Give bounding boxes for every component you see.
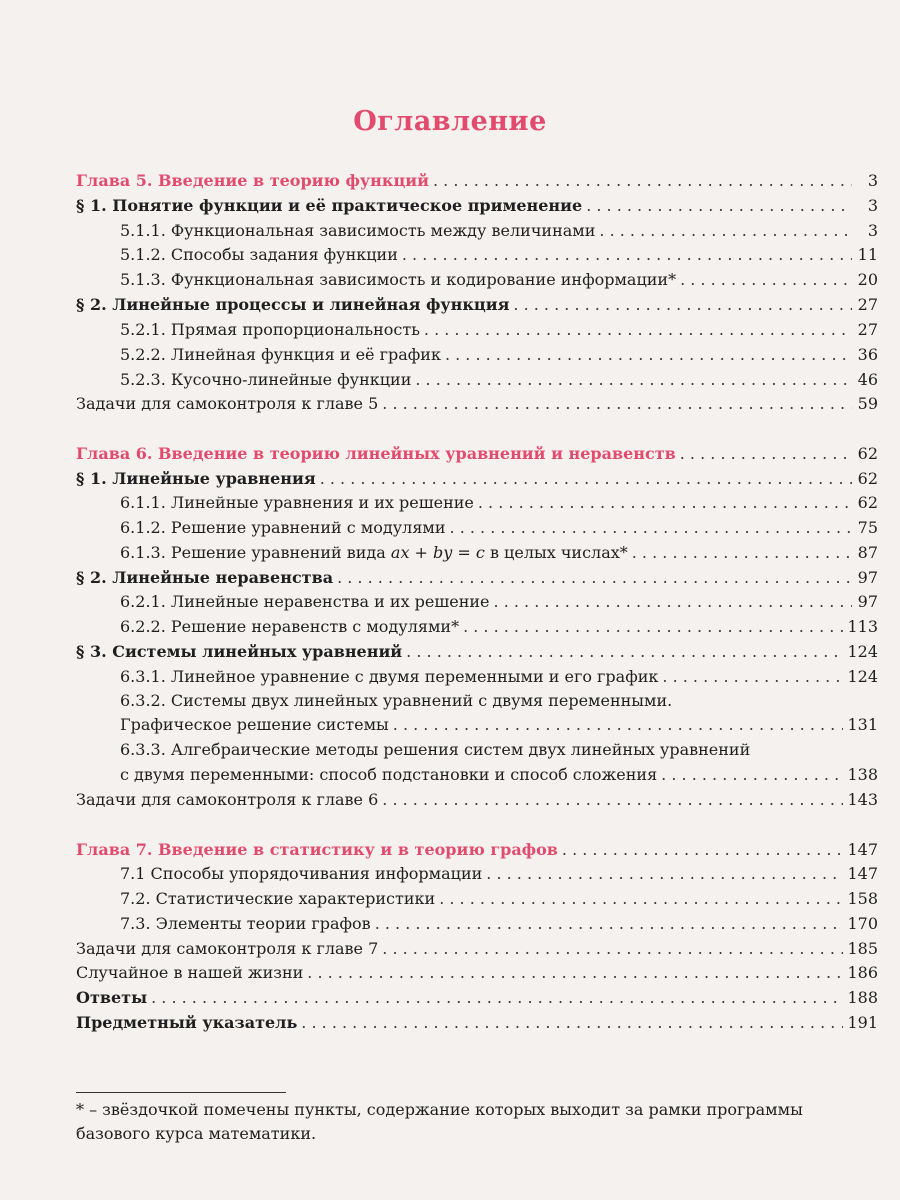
toc-item-6-3-2-line1[interactable]: 6.3.2. Системы двух линейных уравнений с двумя переменными. (120, 691, 673, 710)
dot-leader (320, 468, 852, 490)
toc-item-6-1-2[interactable] (120, 517, 878, 539)
toc-chapter-6[interactable] (76, 443, 878, 465)
toc-item-7-3[interactable] (120, 913, 878, 935)
dot-leader (375, 913, 844, 935)
toc-section-5-1[interactable] (76, 195, 878, 217)
toc-subject-index[interactable] (76, 1012, 878, 1034)
toc-page-number: 27 (857, 320, 878, 339)
toc-page-number: 147 (847, 864, 878, 883)
toc-random-in-life[interactable] (76, 962, 878, 984)
dot-leader (402, 244, 852, 266)
toc-entry-title: с двумя переменными: способ подстановки и способ сложения (120, 765, 658, 784)
toc-item-7-2[interactable] (120, 888, 878, 910)
toc-page-number: 147 (847, 840, 878, 859)
dot-leader (382, 789, 843, 811)
dot-leader (463, 616, 843, 638)
toc-entry-title: 6.1.1. Линейные уравнения и их решение (120, 493, 474, 512)
toc-entry-title: 6.3.1. Линейное уравнение с двумя переменными и его график (120, 667, 659, 686)
dot-leader (599, 220, 852, 242)
toc-entry-title: Ответы (76, 988, 148, 1007)
toc-entry-title: § 1. Линейные уравнения (76, 469, 316, 488)
toc-page-number: 185 (847, 939, 878, 958)
footnote-divider (76, 1092, 286, 1093)
dot-leader (661, 764, 843, 786)
toc-page-number: 131 (847, 715, 878, 734)
dot-leader (586, 195, 852, 217)
dot-leader (450, 517, 852, 539)
toc-page-number: 62 (857, 493, 878, 512)
toc-page-number: 97 (857, 592, 878, 611)
toc-entry-title: Задачи для самоконтроля к главе 7 (76, 939, 379, 958)
toc-entry-title: Глава 6. Введение в теорию линейных уравнений и неравенств (76, 444, 676, 463)
toc-entry-title: Предметный указатель (76, 1013, 298, 1032)
dot-leader (478, 492, 852, 514)
toc-entry-title: Графическое решение системы (120, 715, 389, 734)
toc-item-6-3-2[interactable] (120, 714, 878, 736)
dot-leader (513, 294, 852, 316)
toc-page-number: 97 (857, 568, 878, 587)
toc-tasks-chapter-6[interactable] (76, 789, 878, 811)
toc-page-number: 191 (847, 1013, 878, 1032)
dot-leader (680, 269, 852, 291)
toc-entry-title: § 2. Линейные неравенства (76, 568, 334, 587)
toc-item-6-3-3[interactable] (120, 764, 878, 786)
dot-leader (415, 369, 852, 391)
toc-page-number: 188 (847, 988, 878, 1007)
toc-page-number: 87 (857, 543, 878, 562)
dot-leader (424, 319, 852, 341)
toc-entry-title: 7.1 Способы упорядочивания информации (120, 864, 483, 883)
page-title: Оглавление (353, 106, 547, 137)
toc-item-6-2-1[interactable] (120, 591, 878, 613)
equation: ax + by = c (390, 543, 485, 562)
dot-leader (151, 987, 843, 1009)
toc-entry-title: 7.3. Элементы теории графов (120, 914, 371, 933)
toc-item-6-2-2[interactable] (120, 616, 878, 638)
footnote-line: * – звёздочкой помечены пункты, содержание которых выходит за рамки программы (76, 1100, 803, 1119)
toc-entry-title: 5.1.3. Функциональная зависимость и кодирование информации* (120, 270, 677, 289)
toc-entry-title: 5.2.3. Кусочно-линейные функции (120, 370, 412, 389)
toc-entry-title: 5.2.2. Линейная функция и её график (120, 345, 441, 364)
dot-leader (662, 666, 843, 688)
dot-leader (445, 344, 852, 366)
toc-page-number: 186 (847, 963, 878, 982)
toc-entry-title: Глава 5. Введение в теорию функций (76, 171, 429, 190)
toc-item-5-1-3[interactable] (120, 269, 878, 291)
footnote-line: базового курса математики. (76, 1124, 317, 1143)
toc-item-6-1-1[interactable] (120, 492, 878, 514)
toc-page-number: 62 (857, 469, 878, 488)
toc-section-6-2[interactable] (76, 567, 878, 589)
toc-page-number: 143 (847, 790, 878, 809)
dot-leader (680, 443, 852, 465)
toc-item-5-1-2[interactable] (120, 244, 878, 266)
toc-page-number: 59 (857, 394, 878, 413)
toc-entry-title: Задачи для самоконтроля к главе 5 (76, 394, 379, 413)
toc-item-5-2-1[interactable] (120, 319, 878, 341)
toc-chapter-5[interactable] (76, 170, 878, 192)
dot-leader (439, 888, 843, 910)
dot-leader (307, 962, 843, 984)
toc-page-number: 138 (847, 765, 878, 784)
toc-entry-title: 6.2.2. Решение неравенств с модулями* (120, 617, 460, 636)
toc-entry-title: 6.1.2. Решение уравнений с модулями (120, 518, 446, 537)
toc-entry-title: 5.2.1. Прямая пропорциональность (120, 320, 420, 339)
dot-leader (486, 863, 843, 885)
toc-item-6-3-3-line1[interactable]: 6.3.3. Алгебраические методы решения систем двух линейных уравнений (120, 740, 751, 759)
dot-leader (433, 170, 852, 192)
toc-section-5-2[interactable] (76, 294, 878, 316)
toc-entry-title: § 2. Линейные процессы и линейная функция (76, 295, 510, 314)
toc-page-number: 3 (867, 221, 878, 240)
toc-entry-title: 5.1.1. Функциональная зависимость между величинами (120, 221, 596, 240)
toc-page-number: 3 (867, 171, 878, 190)
toc-entry-title: § 3. Системы линейных уравнений (76, 642, 403, 661)
dot-leader (382, 393, 852, 415)
toc-entry-title: 6.2.1. Линейные неравенства и их решение (120, 592, 490, 611)
toc-item-5-2-3[interactable] (120, 369, 878, 391)
toc-tasks-chapter-7[interactable] (76, 938, 878, 960)
toc-page-number: 124 (847, 667, 878, 686)
toc-section-6-1[interactable] (76, 468, 878, 490)
toc-item-5-1-1[interactable] (120, 220, 878, 242)
toc-page-number: 170 (847, 914, 878, 933)
toc-entry-title: 7.2. Статистические характеристики (120, 889, 436, 908)
toc-entry-title: Глава 7. Введение в статистику и в теорию графов (76, 840, 558, 859)
toc-tasks-chapter-5[interactable] (76, 393, 878, 415)
dot-leader (494, 591, 852, 613)
toc-page-number: 158 (847, 889, 878, 908)
toc-section-6-3[interactable] (76, 641, 878, 663)
toc-entry-title: § 1. Понятие функции и её практическое применение (76, 196, 583, 215)
toc-item-6-1-3[interactable] (120, 542, 878, 564)
toc-page-number: 36 (857, 345, 878, 364)
toc-page-number: 75 (857, 518, 878, 537)
dot-leader (393, 714, 844, 736)
toc-page-number: 27 (857, 295, 878, 314)
toc-entry-title: 6.1.3. Решение уравнений вида ax + by = c в целых числах* (120, 543, 628, 562)
dot-leader (632, 542, 852, 564)
toc-page-number: 11 (857, 245, 878, 264)
toc-page-number: 20 (857, 270, 878, 289)
toc-entry-title: Задачи для самоконтроля к главе 6 (76, 790, 379, 809)
toc-entry-title: Случайное в нашей жизни (76, 963, 304, 982)
toc-page-number: 46 (857, 370, 878, 389)
dot-leader (382, 938, 843, 960)
toc-item-7-1[interactable] (120, 863, 878, 885)
dot-leader (301, 1012, 843, 1034)
footnote (76, 1098, 884, 1146)
toc-page-number: 124 (847, 642, 878, 661)
toc-page-number: 3 (867, 196, 878, 215)
dot-leader (406, 641, 843, 663)
dot-leader (562, 839, 844, 861)
toc-answers[interactable] (76, 987, 878, 1009)
dot-leader (337, 567, 852, 589)
toc-item-5-2-2[interactable] (120, 344, 878, 366)
toc-item-6-3-1[interactable] (120, 666, 878, 688)
toc-page-number: 113 (847, 617, 878, 636)
toc-entry-title: 5.1.2. Способы задания функции (120, 245, 398, 264)
toc-page-number: 62 (857, 444, 878, 463)
toc-chapter-7[interactable] (76, 839, 878, 861)
